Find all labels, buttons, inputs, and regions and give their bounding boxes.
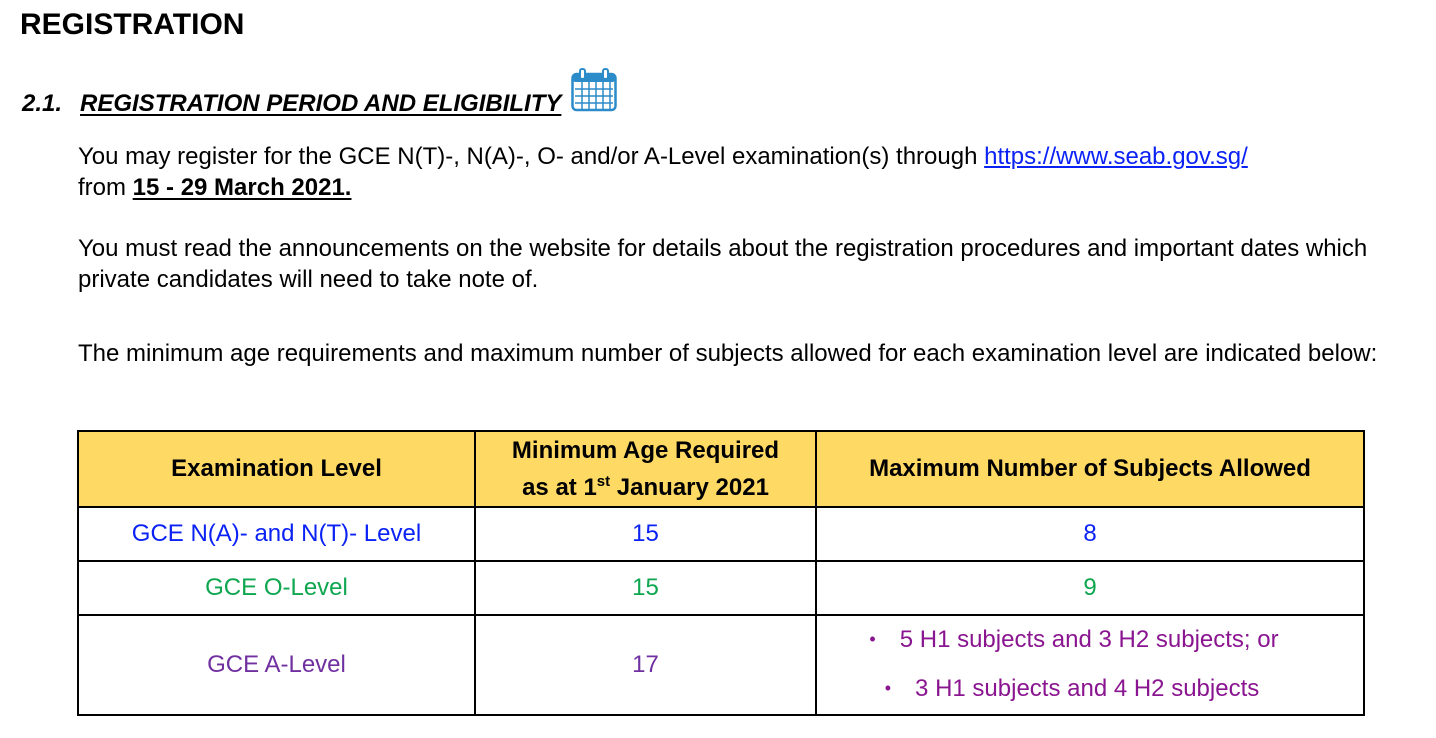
paragraph1-from: from [78,174,126,201]
section-number: 2.1. [22,89,63,117]
list-item [801,616,1347,665]
section-heading [22,78,617,129]
min-age-cell: 15 [475,561,816,615]
bullet-icon: • [869,629,876,649]
min-age-cell: 17 [475,615,816,715]
registration-paragraph [78,141,1423,203]
section-title: REGISTRATION PERIOD AND ELIGIBILITY [80,89,562,117]
header-min-age [475,431,816,507]
requirements-paragraph: The minimum age requirements and maximum number of subjects allowed for each examination level are indicated below: [78,340,1378,367]
calendar-icon [571,68,617,119]
header-age-as-at: as at 1 [522,474,597,501]
max-subjects-cell [816,615,1364,715]
table-row [78,561,1364,615]
header-age-date: January 2021 [610,474,769,501]
exam-level-cell: GCE O-Level [78,561,475,615]
page-heading: REGISTRATION [20,8,245,41]
header-min-age-line2 [522,474,769,501]
max-subjects-cell: 8 [816,507,1364,561]
seab-website-link[interactable]: https://www.seab.gov.sg/ [984,143,1248,170]
subject-option: 3 H1 subjects and 4 H2 subjects [915,675,1260,702]
bullet-icon: • [884,678,892,698]
announcement-paragraph: You must read the announcements on the website for details about the registration procedures and important dates which private candidates will need to take note of. [78,235,1368,293]
table-header-row [78,431,1364,507]
table-row [78,615,1364,715]
max-subjects-cell: 9 [816,561,1364,615]
paragraph1-text: You may register for the GCE N(T)-, N(A)-, O- and/or A-Level examination(s) through [78,143,978,170]
list-item [799,665,1345,714]
exam-level-cell: GCE N(A)- and N(T)- Level [78,507,475,561]
header-exam-level: Examination Level [78,431,475,507]
header-age-ordinal: st [596,473,611,490]
table-row [78,507,1364,561]
eligibility-table [77,430,1365,716]
header-min-age-line1: Minimum Age Required [511,437,780,464]
subject-option: 5 H1 subjects and 3 H2 subjects; or [899,626,1279,653]
registration-dates: 15 - 29 March 2021. [132,174,352,201]
min-age-cell: 15 [475,507,816,561]
header-max-subjects: Maximum Number of Subjects Allowed [816,431,1364,507]
exam-level-cell: GCE A-Level [78,615,475,715]
subjects-list [817,616,1363,714]
